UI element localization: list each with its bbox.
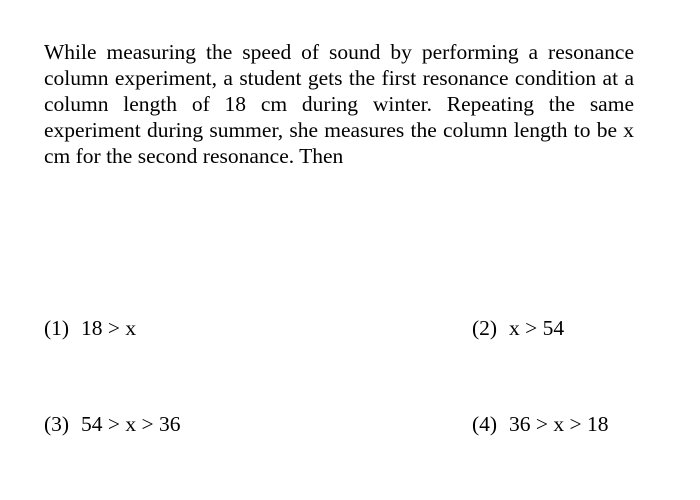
option-3 [44,411,181,437]
question-text: While measuring the speed of sound by performing a resonance column experiment, a student gets the first resonance condition at a column length of 18 cm during winter. Repeating the same experiment during summer, she measures the column length to be x cm for the second resonance. Then [44,40,634,168]
option-1-text: 18 > x [81,316,137,340]
option-4-number: (4) [472,412,498,436]
option-2 [472,315,564,341]
option-1-number: (1) [44,316,70,340]
option-4-text: 36 > x > 18 [509,412,609,436]
option-3-number: (3) [44,412,70,436]
option-1 [44,315,136,341]
option-2-number: (2) [472,316,498,340]
option-3-text: 54 > x > 36 [81,412,181,436]
option-4 [472,411,609,437]
option-2-text: x > 54 [509,316,565,340]
